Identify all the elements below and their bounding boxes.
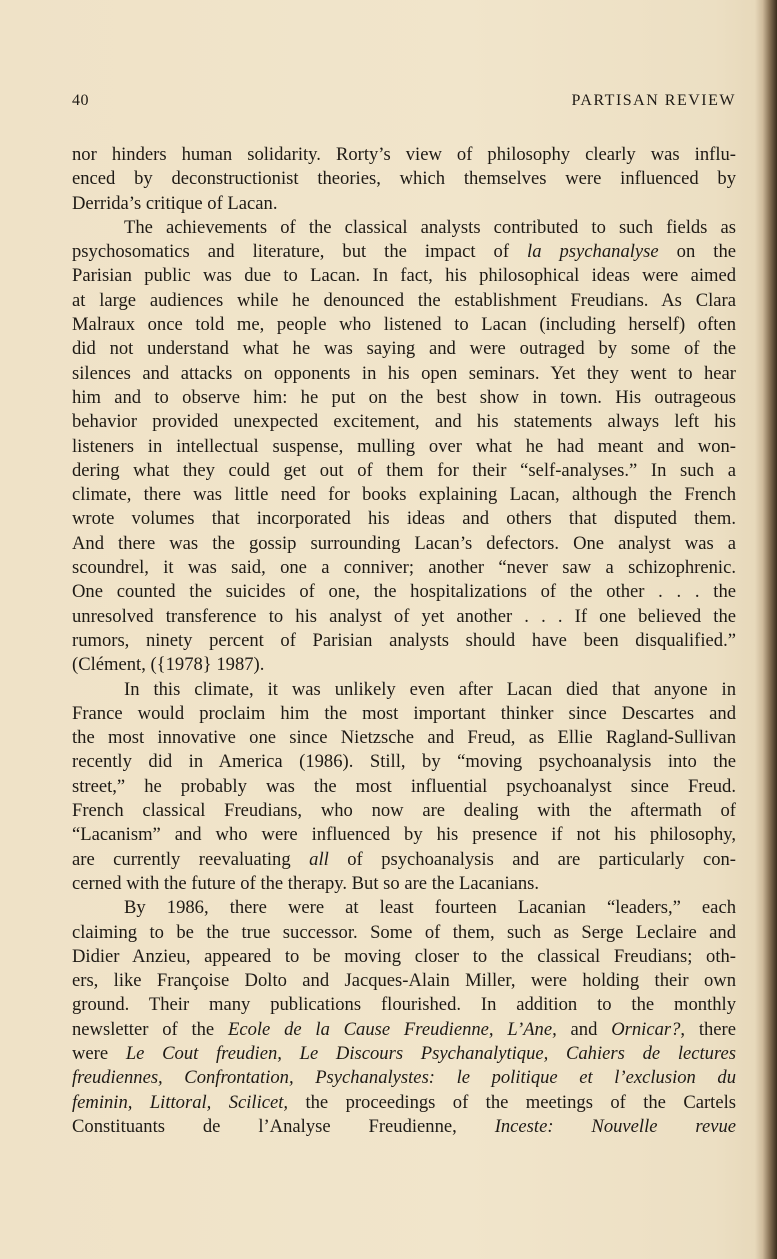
text-segment: silences and attacks on opponents in his open seminars. Yet they went to hear [72,362,736,384]
italic-title: all [309,848,329,870]
text-segment: unresolved transference to his analyst of yet another . . . If one believed the [72,605,736,627]
text-line [72,896,736,920]
text-segment: wrote volumes that incorporated his ideas and others that disputed them. [72,508,736,530]
text-line [72,264,736,288]
text-line [72,289,736,313]
text-segment: are currently reevaluating [72,848,310,870]
text-line [72,775,736,799]
text-segment: the proceedings of the meetings of the Cartels [288,1091,736,1113]
italic-title: freudiennes, Confrontation, Psychanalystes: le politique et l’exclusion du [72,1067,736,1089]
text-segment: claiming to be the true successor. Some of them, such as Serge Leclaire and [72,921,736,943]
text-segment: street,” he probably was the most influential psychoanalyst since Freud. [72,775,736,797]
text-segment: dering what they could get out of them for their “self-analyses.” In such a [72,459,736,481]
text-line [72,337,736,361]
text-line [72,726,736,750]
italic-title: feminin, Littoral, Scilicet, [72,1091,289,1113]
text-line [72,143,736,167]
text-line [72,167,736,191]
text-segment: ground. Their many publications flourished. In addition to the monthly [72,994,736,1016]
text-line [72,629,736,653]
text-segment: at large audiences while he denounced the establishment Freudians. As Clara [72,289,736,311]
text-line [72,1091,736,1115]
text-line [72,969,736,993]
text-line [72,993,736,1017]
text-segment: cerned with the future of the therapy. But so are the Lacanians. [72,872,540,894]
text-segment: “Lacanism” and who were influenced by his presence if not his philosophy, [72,824,736,846]
text-line [72,240,736,264]
text-line [72,653,736,677]
text-segment: recently did in America (1986). Still, by “moving psychoanalysis into the [72,751,736,773]
text-segment: French classical Freudians, who now are dealing with the aftermath of [72,800,736,822]
text-segment: , there [680,1018,736,1040]
text-segment: enced by deconstructionist theories, which themselves were influenced by [72,168,736,190]
text-line [72,921,736,945]
text-line [72,1115,736,1139]
text-line [72,580,736,604]
text-line [72,507,736,531]
text-line [72,216,736,240]
italic-title: Ornicar? [611,1018,681,1040]
text-segment: of psychoanalysis and are particularly con- [328,848,736,870]
text-line [72,483,736,507]
text-line [72,605,736,629]
text-segment: ers, like Françoise Dolto and Jacques-Alain Miller, were holding their own [72,970,736,992]
text-segment: Didier Anzieu, appeared to be moving closer to the classical Freudians; oth- [72,945,736,967]
text-line [72,532,736,556]
text-line [72,410,736,434]
text-line [72,823,736,847]
italic-title: Le Cout freudien, Le Discours Psychanalytique, Cahiers de lectures [125,1042,736,1064]
text-segment: on the [658,241,737,263]
text-segment: The achievements of the classical analysts contributed to such fields as [124,216,736,238]
text-segment: rumors, ninety percent of Parisian analysts should have been disqualified.” [72,629,736,651]
text-segment: Derrida’s critique of Lacan. [72,192,278,214]
text-segment: the most innovative one since Nietzsche and Freud, as Ellie Ragland-Sullivan [72,727,736,749]
text-line [72,459,736,483]
text-line [72,848,736,872]
text-line [72,872,736,896]
italic-title: la psychanalyse [527,241,659,263]
text-segment: (Clément, ({1978} 1987). [72,654,265,676]
text-segment: Parisian public was due to Lacan. In fact, his philosophical ideas were aimed [72,265,736,287]
text-segment: were [72,1042,126,1064]
text-line [72,1066,736,1090]
text-line [72,192,736,216]
text-segment: One counted the suicides of one, the hospitalizations of the other . . . the [72,581,736,603]
text-segment: By 1986, there were at least fourteen Lacanian “leaders,” each [124,897,736,919]
text-segment: nor hinders human solidarity. Rorty’s view of philosophy clearly was influ- [72,144,736,165]
text-segment: listeners in intellectual suspense, mulling over what he had meant and won- [72,435,736,457]
running-header [72,92,736,114]
page-edge-shadow [755,0,777,1259]
text-segment: psychosomatics and literature, but the impact of [72,241,528,263]
text-segment: France would proclaim him the most important thinker since Descartes and [72,702,736,724]
text-line [72,435,736,459]
text-segment: Malraux once told me, people who listened to Lacan (including herself) often [72,314,736,336]
text-line [72,1018,736,1042]
journal-title: PARTISAN REVIEW [571,92,736,109]
text-line [72,945,736,969]
text-line [72,750,736,774]
text-line [72,678,736,702]
text-line [72,702,736,726]
text-segment: him and to observe him: he put on the best show in town. His outrageous [72,386,736,408]
text-line [72,313,736,337]
italic-title: Inceste: Nouvelle revue [494,1115,737,1137]
text-segment: climate, there was little need for books explaining Lacan, although the French [72,484,736,506]
text-segment: In this climate, it was unlikely even after Lacan died that anyone in [124,678,736,700]
text-segment: newsletter of the [72,1018,228,1040]
text-segment: Constituants de l’Analyse Freudienne, [72,1115,495,1137]
text-segment: scoundrel, it was said, one a conniver; another “never saw a schizophrenic. [72,557,736,579]
text-segment: And there was the gossip surrounding Lacan’s defectors. One analyst was a [72,532,736,554]
text-line [72,362,736,386]
text-line [72,556,736,580]
text-segment: and [556,1018,612,1040]
text-segment: behavior provided unexpected excitement, and his statements always left his [72,411,736,433]
body-text [72,143,736,1139]
text-line [72,386,736,410]
page-number: 40 [72,92,89,109]
text-segment: did not understand what he was saying and were outraged by some of the [72,338,736,360]
text-line [72,1042,736,1066]
italic-title: Ecole de la Cause Freudienne, L’Ane, [227,1018,557,1040]
text-line [72,799,736,823]
